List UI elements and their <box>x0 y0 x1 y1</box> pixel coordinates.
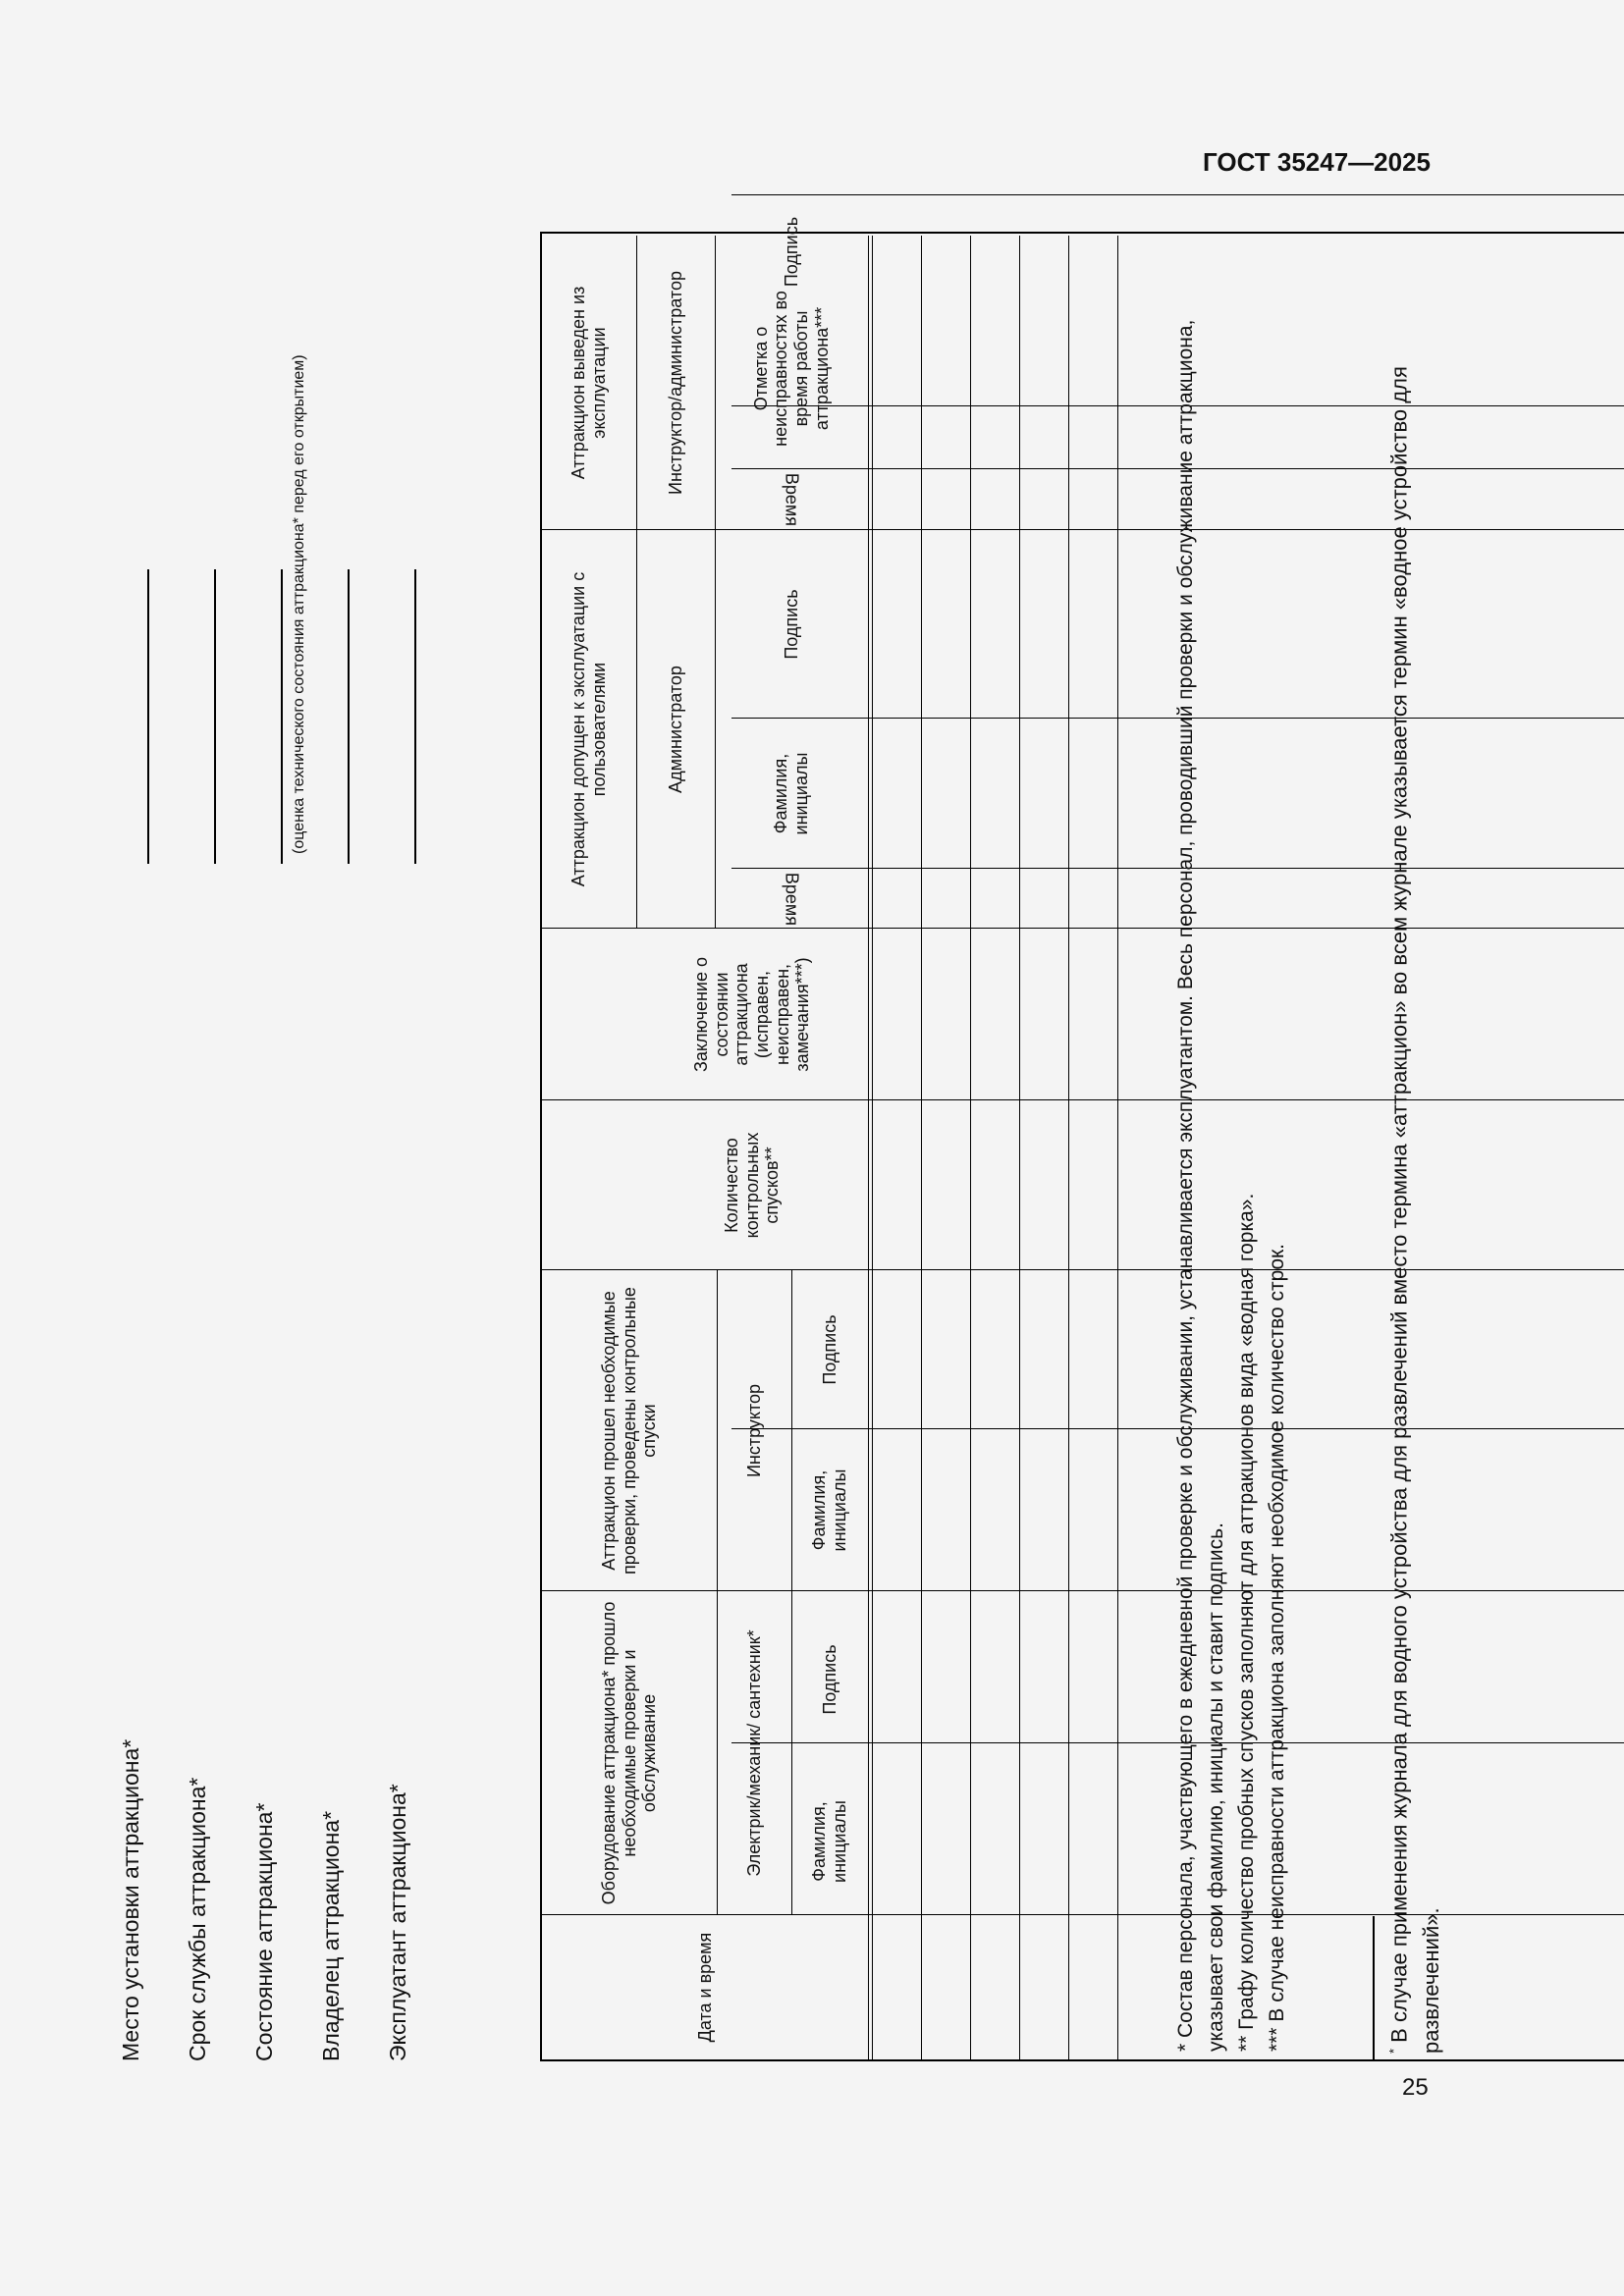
header-control-runs: Количество контрольных спусков** <box>721 1132 783 1239</box>
inspection-journal-table <box>540 216 1624 2061</box>
fill-in-line[interactable] <box>214 569 216 864</box>
field-hint: (оценка технического состояния аттракциона* перед его открытием) <box>291 354 307 854</box>
table-notes <box>1170 236 1292 2052</box>
header-administrator: Администратор <box>665 666 685 793</box>
fill-in-line[interactable] <box>147 569 149 864</box>
page-number: 25 <box>1402 2074 1429 2101</box>
header-signature: Подпись <box>819 1644 839 1715</box>
field-service-life <box>185 569 224 2061</box>
note-fault: *** В случае неисправности аттракциона заполняют необходимое количество строк. <box>1266 1243 1288 2052</box>
document-standard-number: ГОСТ 35247—2025 <box>1203 147 1431 177</box>
fill-in-line[interactable] <box>281 569 283 864</box>
fill-in-line[interactable] <box>348 569 350 864</box>
field-label: Место установки аттракциона* <box>118 1738 143 2061</box>
header-time: Время <box>782 872 802 926</box>
field-owner <box>318 569 357 2061</box>
header-admitted: Аттракцион допущен к эксплуатации с пользователями <box>568 571 609 887</box>
header-signature: Подпись <box>781 589 801 660</box>
header-fault-note: Отметка о неисправностях во время работы аттракциона*** <box>750 291 832 447</box>
header-instructor: Инструктор <box>743 1383 764 1478</box>
footnote <box>1378 238 1447 2054</box>
header-signature: Подпись <box>781 216 801 288</box>
field-operator <box>385 569 424 2061</box>
field-label: Эксплуатант аттракциона* <box>385 1784 410 2061</box>
footnote-text: В случае применения журнала для водного устройства для развлечений вместо термина «аттракцион» во всем журнале указывается термин «водное устройство для развлечений». <box>1386 366 1444 2054</box>
field-label: Состояние аттракциона* <box>251 1802 277 2061</box>
header-electrician: Электрик/механик/ сантехник* <box>743 1629 764 1877</box>
header-instructor-admin: Инструктор/администратор <box>665 271 685 495</box>
field-label: Срок службы аттракциона* <box>185 1777 210 2061</box>
field-install-location <box>118 569 157 2061</box>
header-name: Фамилия, инициалы <box>809 1800 849 1883</box>
rotated-journal-page <box>118 196 1444 2061</box>
footnote-separator <box>1373 1916 1375 2061</box>
header-time: Время <box>782 472 802 527</box>
note-staff: * Состав персонала, участвующего в ежедневной проверке и обслуживании, устанавливается эксплуатантом. Весь персонал, проводивший проверки и обслуживание аттракциона, указывает свои фамилию, инициалы и ставит подпись. <box>1174 319 1227 2052</box>
field-condition <box>251 354 307 2061</box>
header-date-time: Дата и время <box>694 1932 715 2043</box>
note-control-runs: ** Графу количество пробных спусков заполняют для аттракционов вида «водная горка». <box>1235 1193 1258 2052</box>
header-conclusion: Заключение о состоянии аттракциона (исправен, неисправен, замечания***) <box>690 957 813 1072</box>
header-signature: Подпись <box>819 1314 839 1385</box>
header-withdrawn: Аттракцион выведен из эксплуатации <box>568 286 609 480</box>
header-name: Фамилия, инициалы <box>771 752 811 835</box>
fill-in-line[interactable] <box>414 569 416 864</box>
header-equipment-checked: Оборудование аттракциона* прошло необходимые проверки и обслуживание <box>598 1601 660 1905</box>
footnote-marker: * <box>1386 2048 1401 2054</box>
field-label: Владелец аттракциона* <box>318 1810 344 2061</box>
header-checks-done: Аттракцион прошел необходимые проверки, проведены контрольные спуски <box>598 1287 660 1575</box>
header-name: Фамилия, инициалы <box>809 1468 849 1552</box>
